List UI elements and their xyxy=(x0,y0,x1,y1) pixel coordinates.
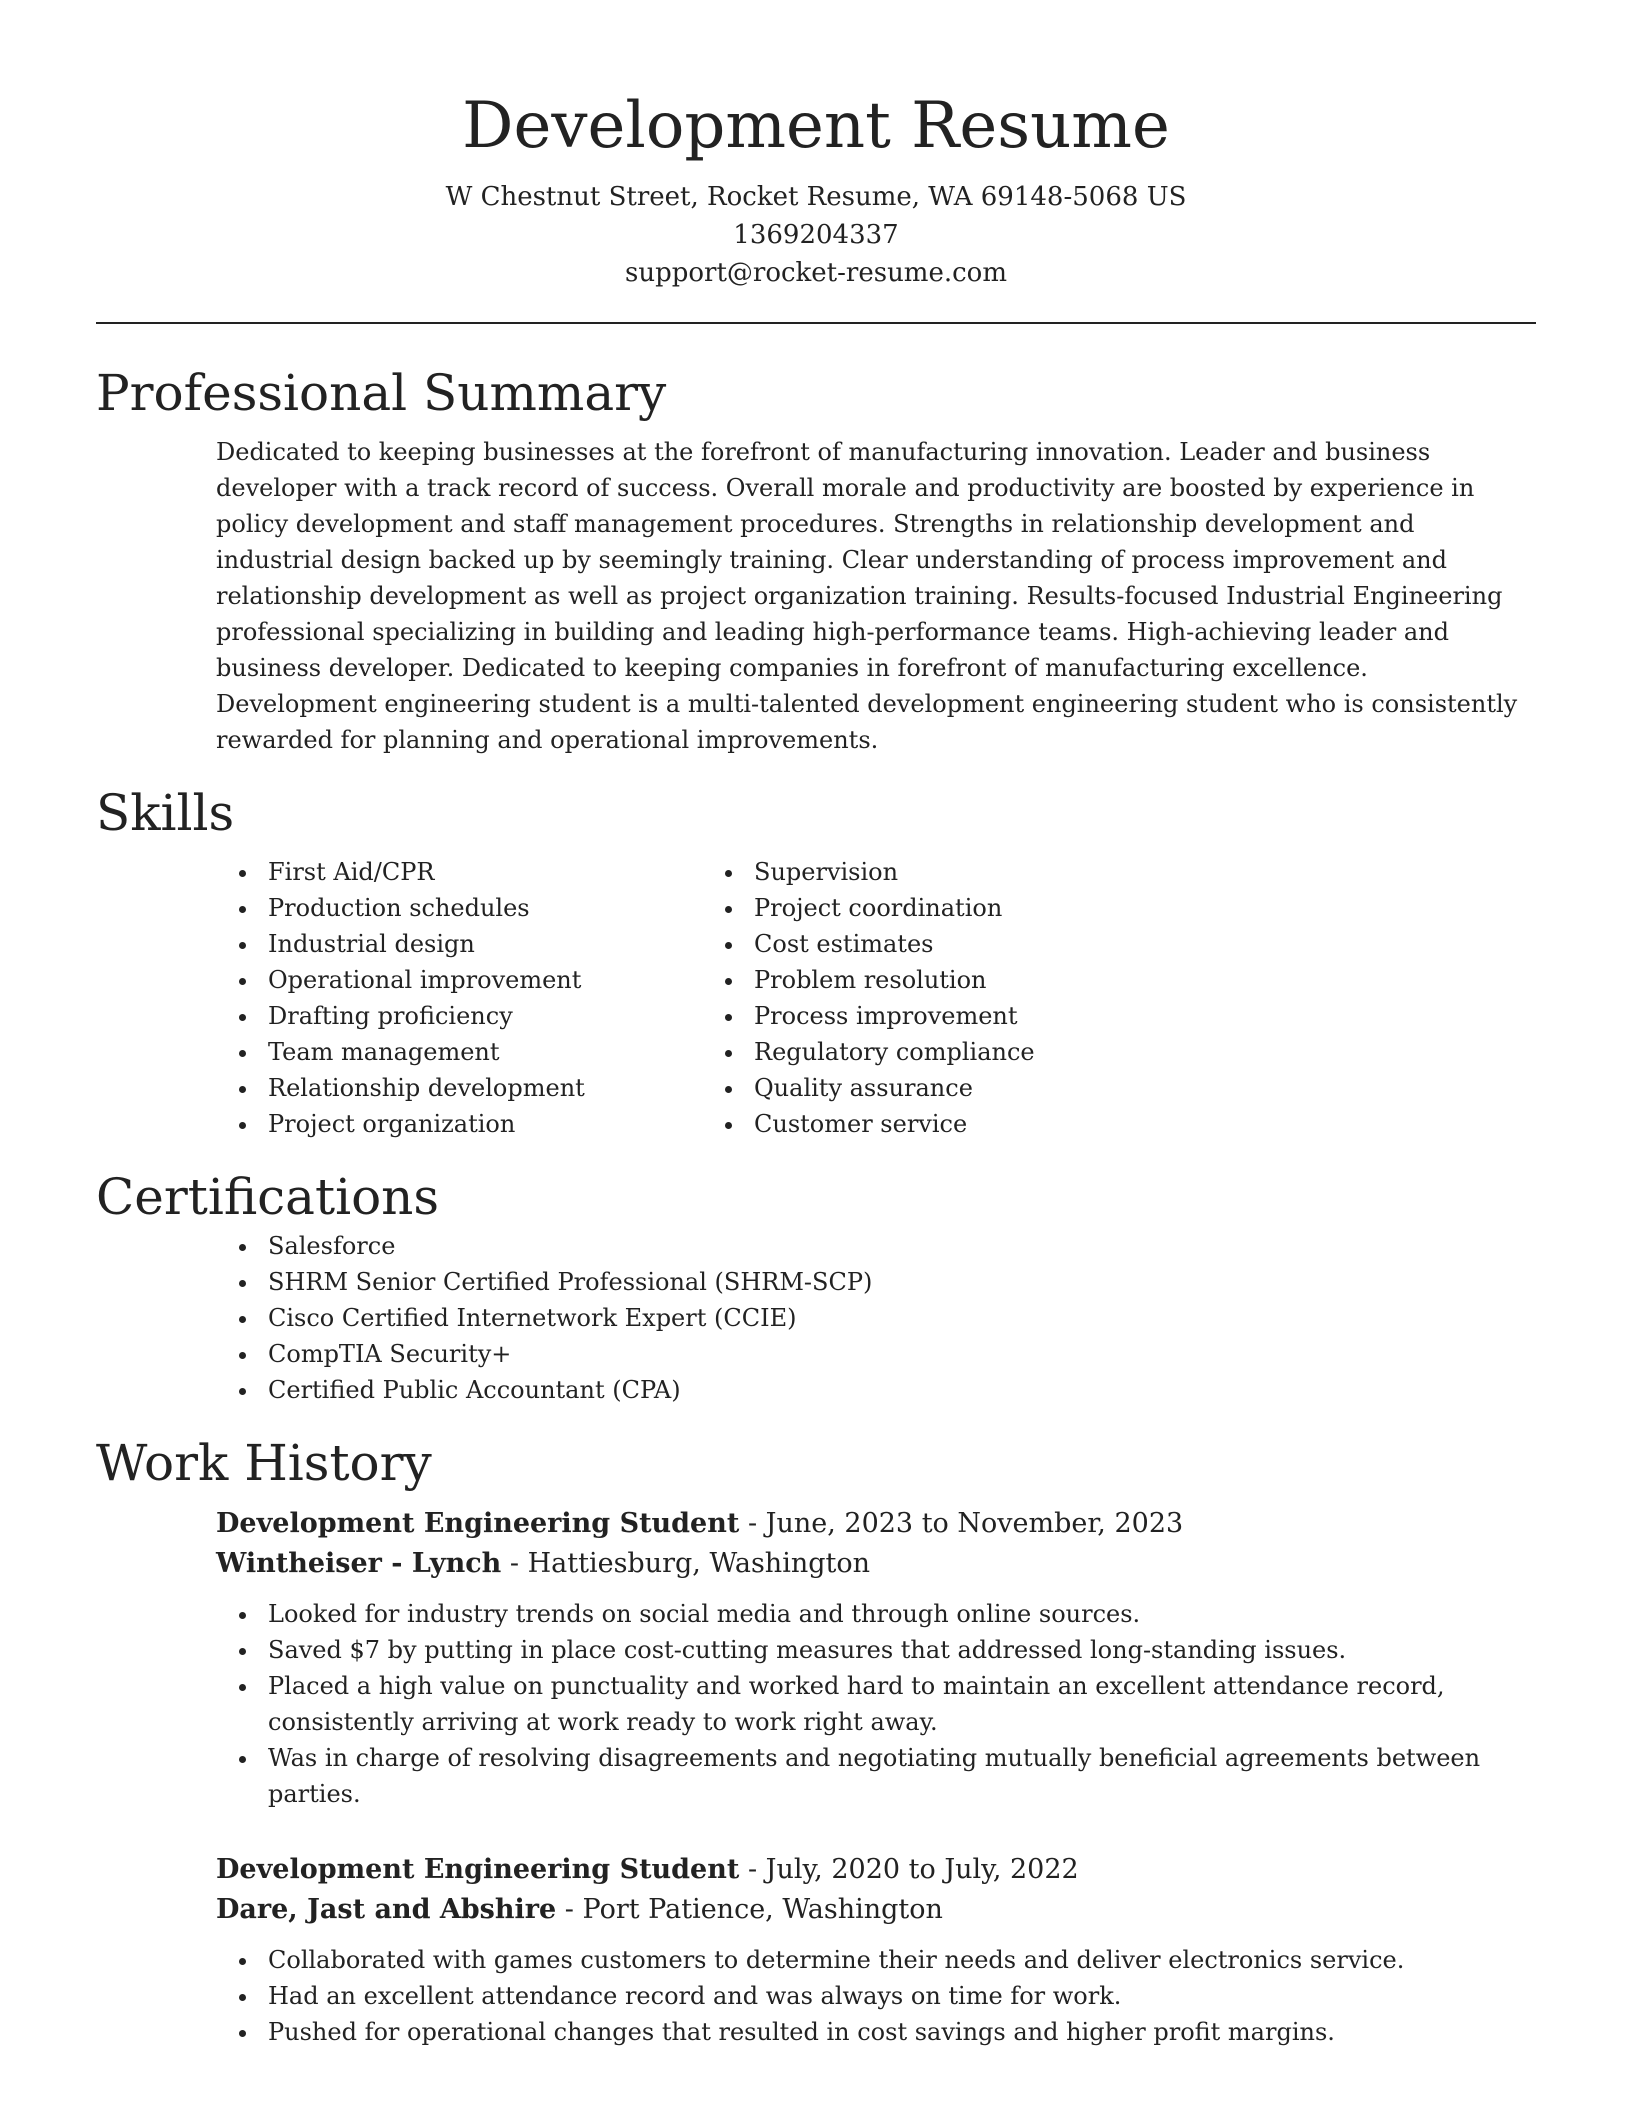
job-bullets xyxy=(216,1596,1536,1812)
job-location: Port Patience, Washington xyxy=(582,1894,943,1925)
job-company-line xyxy=(216,1544,1536,1584)
skill-item: • Industrial design xyxy=(260,926,746,962)
skill-item: • Project organization xyxy=(260,1106,746,1142)
contact-phone: 1369204337 xyxy=(733,220,899,250)
skill-item: • Problem resolution xyxy=(746,962,1396,998)
job-title-line xyxy=(216,1850,1536,1890)
job-entry xyxy=(216,1504,1536,1812)
resume-name: Development Resume xyxy=(462,89,1170,163)
job-bullet: • Collaborated with games customers to determine their needs and deliver electronics service. xyxy=(260,1942,1536,1978)
job-entry xyxy=(216,1850,1536,2050)
separator: - xyxy=(509,1548,528,1579)
skill-item: • First Aid/CPR xyxy=(260,854,746,890)
job-bullet: • Looked for industry trends on social media and through online sources. xyxy=(260,1596,1536,1632)
job-bullet: • Saved $7 by putting in place cost-cutting measures that addressed long-standing issues. xyxy=(260,1632,1536,1668)
contact-address: W Chestnut Street, Rocket Resume, WA 69148-5068 US xyxy=(445,182,1187,212)
skill-item: • Customer service xyxy=(746,1106,1396,1142)
job-title-line xyxy=(216,1504,1536,1544)
skills-heading: Skills xyxy=(96,784,235,842)
job-bullet: • Had an excellent attendance record and was always on time for work. xyxy=(260,1978,1536,2014)
certification-item: • Cisco Certified Internetwork Expert (CCIE) xyxy=(260,1300,1536,1336)
skills-column-2 xyxy=(746,854,1396,1142)
job-company-line xyxy=(216,1890,1536,1930)
certifications-list xyxy=(96,1228,1536,1408)
job-dates: June, 2023 to November, 2023 xyxy=(765,1508,1184,1539)
skill-item: • Relationship development xyxy=(260,1070,746,1106)
skill-item: • Operational improvement xyxy=(260,962,746,998)
job-dates: July, 2020 to July, 2022 xyxy=(765,1854,1079,1885)
summary-heading: Professional Summary xyxy=(96,364,667,422)
job-title: Development Engineering Student xyxy=(216,1854,740,1885)
certification-item: • CompTIA Security+ xyxy=(260,1336,1536,1372)
job-bullet: • Was in charge of resolving disagreements and negotiating mutually beneficial agreements between parties. xyxy=(260,1740,1536,1812)
certification-item: • Salesforce xyxy=(260,1228,1536,1264)
skills-column-1 xyxy=(96,854,746,1142)
job-company: Dare, Jast and Abshire xyxy=(216,1894,557,1925)
skill-item: • Process improvement xyxy=(746,998,1396,1034)
job-bullets xyxy=(216,1942,1536,2050)
work-history-heading: Work History xyxy=(96,1434,432,1492)
separator: - xyxy=(747,1854,766,1885)
work-history-section xyxy=(96,1432,1536,2050)
contact-email: support@rocket-resume.com xyxy=(624,258,1007,288)
contact-info xyxy=(96,178,1536,292)
job-bullet: • Pushed for operational changes that resulted in cost savings and higher profit margins. xyxy=(260,2014,1536,2050)
skills-grid xyxy=(96,854,1536,1142)
header-divider xyxy=(96,322,1536,324)
skill-item: • Supervision xyxy=(746,854,1396,890)
summary-section xyxy=(96,362,1536,758)
resume-header xyxy=(96,0,1536,292)
skill-item: • Regulatory compliance xyxy=(746,1034,1396,1070)
certification-item: • Certified Public Accountant (CPA) xyxy=(260,1372,1536,1408)
job-bullet: • Placed a high value on punctuality and worked hard to maintain an excellent attendance record, consistently arriving at work ready to work right away. xyxy=(260,1668,1536,1740)
skill-item: • Project coordination xyxy=(746,890,1396,926)
separator: - xyxy=(747,1508,766,1539)
skill-item: • Cost estimates xyxy=(746,926,1396,962)
skill-item: • Team management xyxy=(260,1034,746,1070)
skills-section xyxy=(96,782,1536,1142)
job-company: Wintheiser - Lynch xyxy=(216,1548,502,1579)
separator: - xyxy=(564,1894,583,1925)
skill-item: • Drafting proficiency xyxy=(260,998,746,1034)
certification-item: • SHRM Senior Certified Professional (SHRM-SCP) xyxy=(260,1264,1536,1300)
certifications-section xyxy=(96,1166,1536,1408)
job-title: Development Engineering Student xyxy=(216,1508,740,1539)
skill-item: • Quality assurance xyxy=(746,1070,1396,1106)
job-location: Hattiesburg, Washington xyxy=(527,1548,871,1579)
summary-text: Dedicated to keeping businesses at the forefront of manufacturing innovation. Leader and business developer with a track record of success. Overall morale and productivity are boosted by experience in policy development and staff management procedures. Strengths in relationship development and industrial design backed up by seemingly training. Clear understanding of process improvement and relationship development as well as project organization training. Results-focused Industrial Engineering professional specializing in building and leading high-performance teams. High-achieving leader and business developer. Dedicated to keeping companies in forefront of manufacturing excellence. Development engineering student is a multi-talented development engineering student who is consistently rewarded for planning and operational improvements. xyxy=(216,438,1518,754)
certifications-heading: Certifications xyxy=(96,1168,440,1226)
skill-item: • Production schedules xyxy=(260,890,746,926)
